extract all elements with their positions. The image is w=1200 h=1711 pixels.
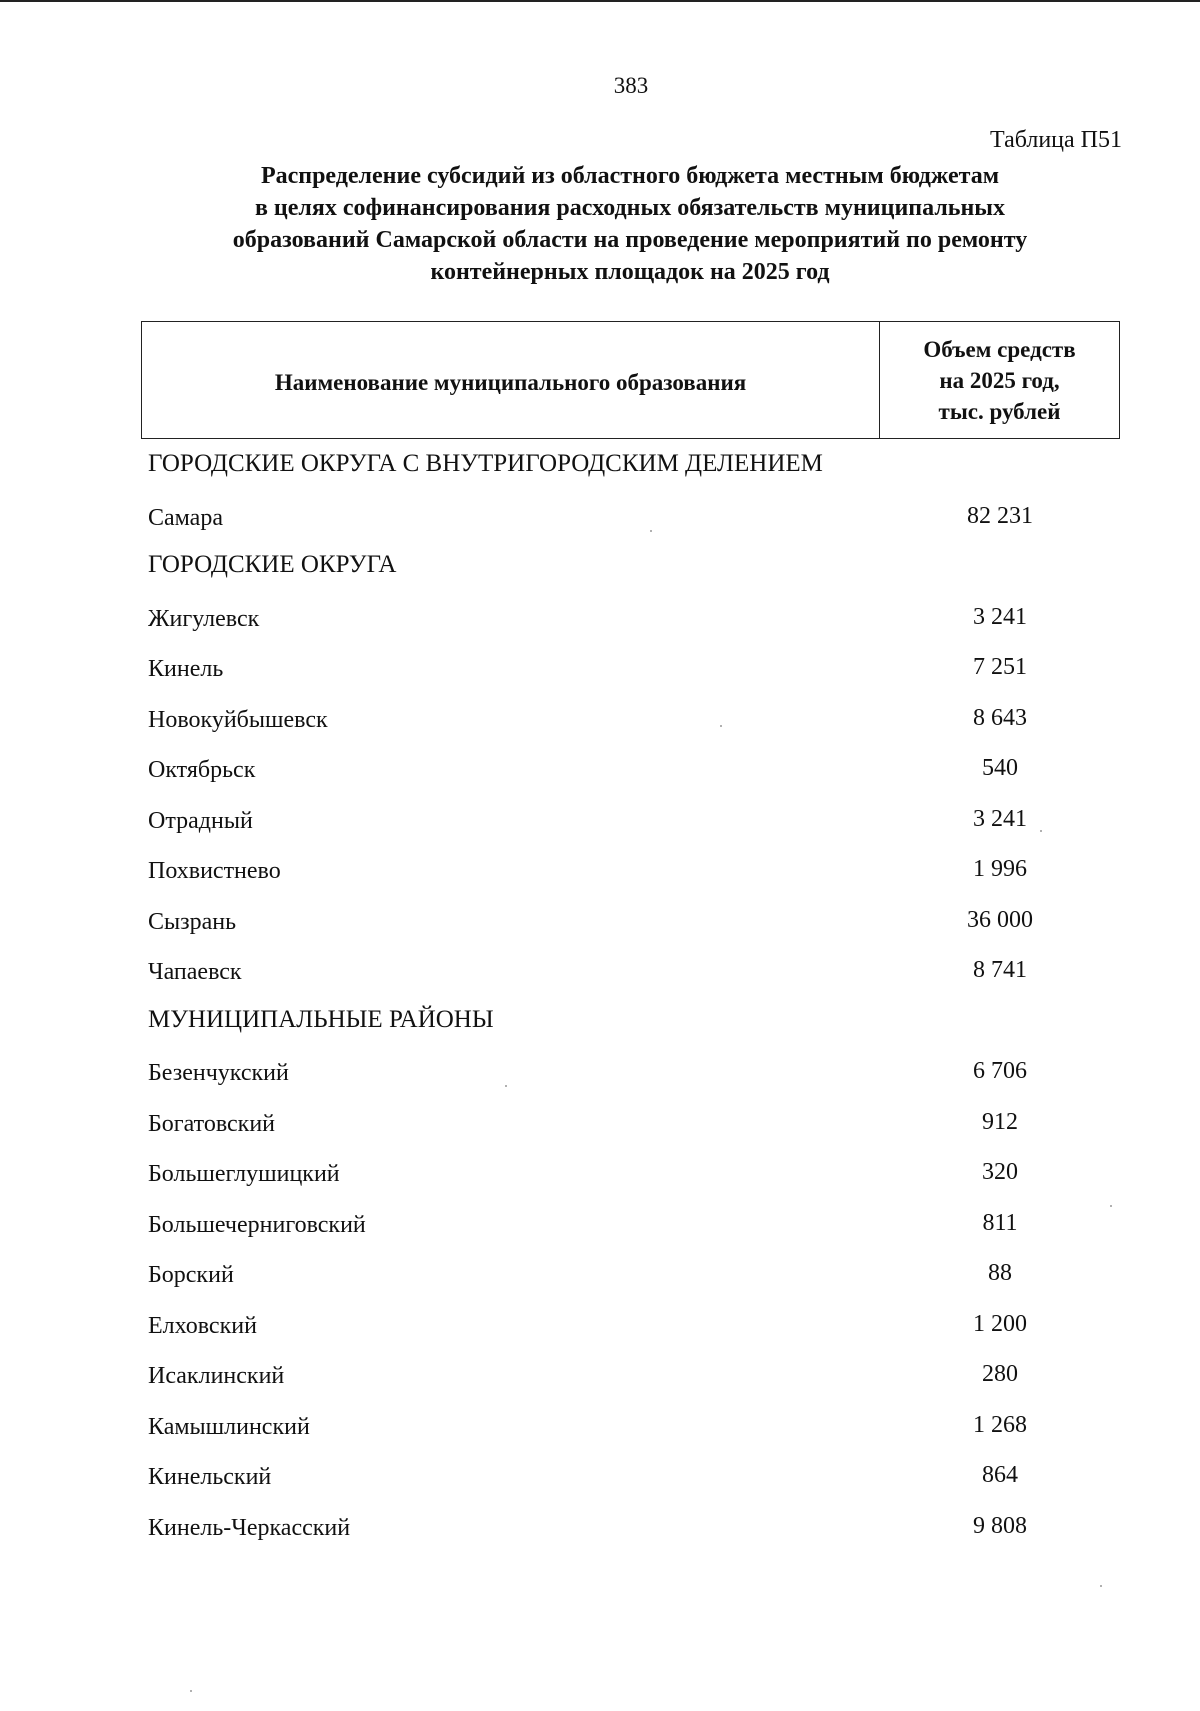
municipality-name: Исаклинский [148, 1363, 285, 1389]
subsidy-amount: 280 [982, 1361, 1018, 1387]
scan-speck [1040, 830, 1042, 832]
table-row [148, 1046, 1108, 1097]
header-value-cell: Объем средств на 2025 год, тыс. рублей [923, 336, 1076, 424]
section-row [148, 996, 1108, 1047]
subsidy-amount: 6 706 [973, 1058, 1027, 1084]
municipality-name: Большеглушицкий [148, 1161, 340, 1187]
table-row [148, 794, 1108, 845]
municipality-name: Камышлинский [148, 1413, 310, 1440]
table-row [148, 1349, 1108, 1400]
scan-top-edge [0, 0, 1200, 2]
subsidy-amount: 3 241 [973, 805, 1027, 832]
scan-speck [720, 725, 722, 727]
table-row [148, 1147, 1108, 1198]
title-line: Распределение субсидий из областного бюджета местным бюджетам [260, 163, 1000, 189]
scan-speck [190, 1690, 192, 1692]
section-heading: МУНИЦИПАЛЬНЫЕ РАЙОНЫ [148, 1005, 494, 1033]
table-title [140, 160, 1120, 288]
table-row [148, 491, 1108, 542]
subsidy-amount: 82 231 [967, 502, 1033, 529]
title-line: в целях софинансирования расходных обязательств муниципальных [254, 195, 1006, 221]
subsidy-amount: 7 251 [973, 654, 1027, 680]
table-row [148, 1248, 1108, 1299]
table-row [148, 1198, 1108, 1249]
municipality-name: Кинель [148, 656, 224, 682]
table-row [148, 945, 1108, 996]
page-number: 383 [613, 73, 649, 98]
subsidy-amount: 1 996 [973, 856, 1027, 882]
subsidy-amount: 36 000 [967, 906, 1033, 933]
scan-speck [1110, 1205, 1112, 1207]
subsidy-amount: 912 [982, 1108, 1018, 1135]
subsidy-amount: 540 [982, 755, 1018, 781]
table-row [148, 1097, 1108, 1148]
title-line: контейнерных площадок на 2025 год [430, 259, 830, 285]
table-row [148, 642, 1108, 693]
table-row [148, 1450, 1108, 1501]
header-name-cell: Наименование муниципального образования [142, 322, 880, 438]
scan-speck [505, 1085, 507, 1087]
municipality-name: Сызрань [148, 908, 237, 935]
municipality-name: Жигулевск [148, 605, 260, 632]
table-header [141, 321, 1120, 439]
municipality-name: Елховский [148, 1312, 257, 1339]
table-row [148, 1400, 1108, 1451]
scan-speck [1100, 1585, 1102, 1587]
table-row [148, 1501, 1108, 1552]
subsidy-amount: 8 741 [973, 957, 1027, 983]
table-body [148, 440, 1108, 1551]
municipality-name: Новокуйбышевск [148, 706, 328, 733]
subsidy-amount: 3 241 [973, 603, 1027, 630]
municipality-name: Борский [148, 1262, 234, 1288]
subsidy-amount: 811 [982, 1209, 1018, 1236]
section-heading: ГОРОДСКИЕ ОКРУГА С ВНУТРИГОРОДСКИМ ДЕЛЕНИЕМ [148, 450, 823, 477]
subsidy-amount: 864 [982, 1462, 1018, 1488]
subsidy-amount: 1 268 [973, 1411, 1027, 1438]
section-row [148, 440, 1108, 491]
municipality-name: Кинель-Черкасский [148, 1514, 351, 1541]
municipality-name: Большечерниговский [148, 1211, 366, 1238]
table-row [148, 895, 1108, 946]
subsidy-amount: 320 [982, 1159, 1018, 1185]
section-heading: ГОРОДСКИЕ ОКРУГА [148, 551, 397, 578]
municipality-name: Чапаевск [148, 959, 242, 985]
scan-speck [650, 530, 652, 532]
municipality-name: Безенчукский [148, 1060, 289, 1086]
municipality-name: Кинельский [148, 1464, 272, 1490]
municipality-name: Самара [148, 504, 223, 531]
table-row [148, 693, 1108, 744]
municipality-name: Богатовский [148, 1110, 276, 1137]
table-row [148, 743, 1108, 794]
table-label: Таблица П51 [990, 127, 1122, 153]
title-line: образований Самарской области на проведение мероприятий по ремонту [232, 227, 1028, 253]
table-row [148, 1299, 1108, 1350]
municipality-name: Отрадный [148, 807, 253, 834]
subsidy-amount: 88 [988, 1260, 1012, 1286]
table-row [148, 592, 1108, 643]
subsidy-amount: 8 643 [973, 704, 1027, 731]
subsidy-amount: 9 808 [973, 1512, 1027, 1539]
subsidy-amount: 1 200 [973, 1310, 1027, 1337]
municipality-name: Похвистнево [148, 858, 281, 884]
table-row [148, 844, 1108, 895]
municipality-name: Октябрьск [148, 757, 256, 783]
section-row [148, 541, 1108, 592]
